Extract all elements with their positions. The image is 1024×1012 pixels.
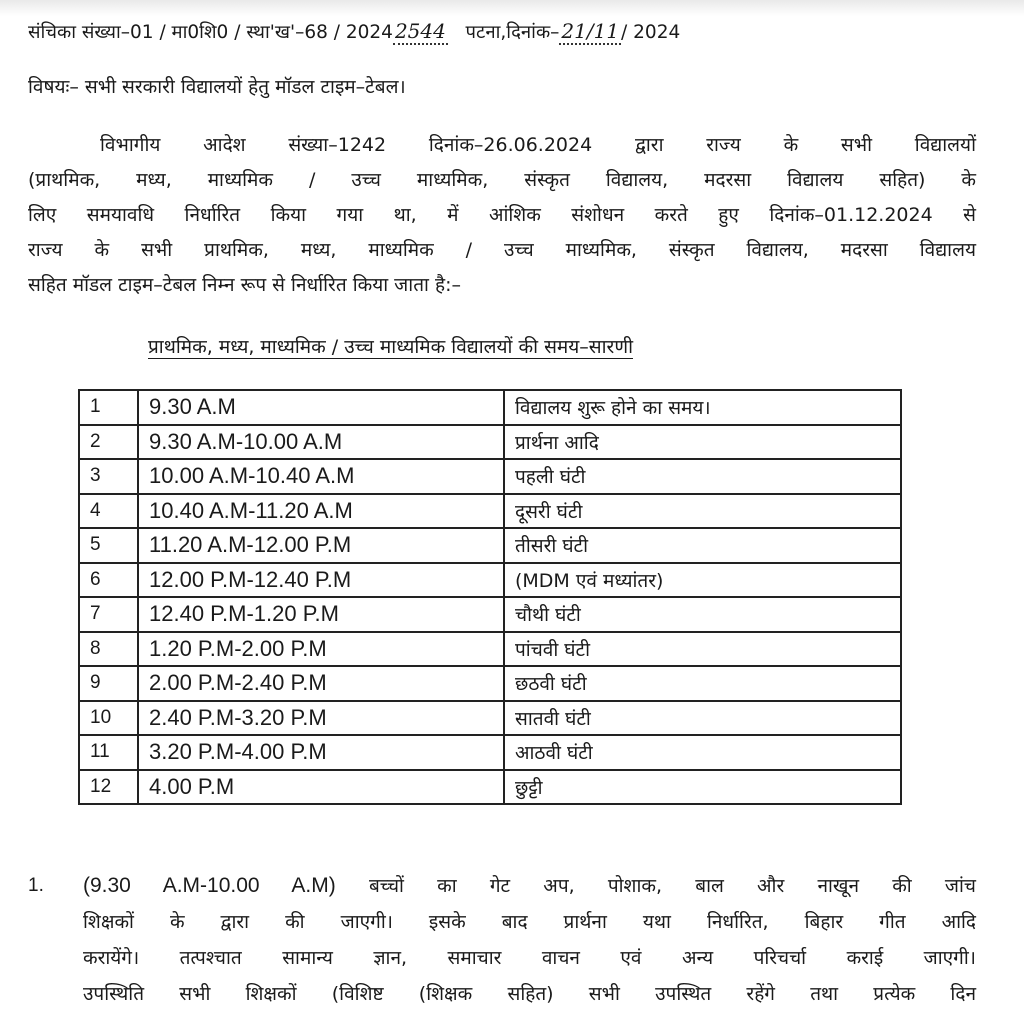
timetable-row bbox=[79, 563, 901, 598]
activity-cell: तीसरी घंटी bbox=[504, 528, 901, 563]
handwritten-date: 21/11 bbox=[561, 19, 620, 43]
note-line-partial: उपस्थिति सभी शिक्षकों (विशिष्ट (शिक्षक सहित) सभी उपस्थित रहेंगे तथा प्रत्येक दिन bbox=[83, 983, 976, 1005]
time-cell: 11.20 A.M-12.00 P.M bbox=[138, 528, 504, 563]
time-cell: 2.40 P.M-3.20 P.M bbox=[138, 701, 504, 736]
time-cell: 1.20 P.M-2.00 P.M bbox=[138, 632, 504, 667]
intro-paragraph bbox=[28, 128, 976, 303]
activity-cell: पांचवी घंटी bbox=[504, 632, 901, 667]
activity-cell: आठवी घंटी bbox=[504, 735, 901, 770]
time-cell: 4.00 P.M bbox=[138, 770, 504, 805]
timetable-row bbox=[79, 735, 901, 770]
note-number: 1. bbox=[28, 875, 44, 896]
time-cell: 12.40 P.M-1.20 P.M bbox=[138, 597, 504, 632]
paragraph-line: विभागीय आदेश संख्या–1242 दिनांक–26.06.2024 द्वारा राज्य के सभी विद्यालयों bbox=[100, 134, 976, 156]
activity-cell: दूसरी घंटी bbox=[504, 494, 901, 529]
paragraph-line: (प्राथमिक, मध्य, माध्यमिक / उच्च माध्यमिक, संस्कृत विद्यालय, मदरसा विद्यालय सहित) के bbox=[28, 169, 976, 191]
activity-cell: पहली घंटी bbox=[504, 459, 901, 494]
activity-cell: प्रार्थना आदि bbox=[504, 425, 901, 460]
serial-number-cell: 8 bbox=[79, 632, 138, 667]
time-cell: 10.40 A.M-11.20 A.M bbox=[138, 494, 504, 529]
timetable-row bbox=[79, 770, 901, 805]
paragraph-line: लिए समयावधि निर्धारित किया गया था, में आंशिक संशोधन करते हुए दिनांक–01.12.2024 से bbox=[28, 204, 976, 226]
serial-number-cell: 5 bbox=[79, 528, 138, 563]
activity-cell: विद्यालय शुरू होने का समय। bbox=[504, 390, 901, 425]
serial-number-cell: 6 bbox=[79, 563, 138, 598]
note-time: (9.30 A.M-10.00 A.M) bbox=[83, 874, 336, 897]
page-top-shade bbox=[0, 0, 1024, 16]
serial-number-cell: 1 bbox=[79, 390, 138, 425]
timetable-row bbox=[79, 528, 901, 563]
note-line: शिक्षकों के द्वारा की जाएगी। इसके बाद प्रार्थना यथा निर्धारित, बिहार गीत आदि bbox=[83, 911, 976, 933]
time-cell: 9.30 A.M-10.00 A.M bbox=[138, 425, 504, 460]
time-cell: 12.00 P.M-12.40 P.M bbox=[138, 563, 504, 598]
activity-cell: सातवी घंटी bbox=[504, 701, 901, 736]
time-cell: 10.00 A.M-10.40 A.M bbox=[138, 459, 504, 494]
time-cell: 2.00 P.M-2.40 P.M bbox=[138, 666, 504, 701]
serial-number-cell: 3 bbox=[79, 459, 138, 494]
activity-cell: छुट्टी bbox=[504, 770, 901, 805]
timetable-row bbox=[79, 597, 901, 632]
activity-cell: (MDM एवं मध्यांतर) bbox=[504, 563, 901, 598]
handwritten-reference: 2544 bbox=[394, 19, 446, 43]
timetable bbox=[78, 389, 902, 805]
timetable-row bbox=[79, 425, 901, 460]
timetable-row bbox=[79, 494, 901, 529]
serial-number-cell: 4 bbox=[79, 494, 138, 529]
serial-number-cell: 2 bbox=[79, 425, 138, 460]
serial-number-cell: 12 bbox=[79, 770, 138, 805]
subject-line: विषयः– सभी सरकारी विद्यालयों हेतु मॉडल टाइम–टेबल। bbox=[28, 76, 406, 98]
serial-number-cell: 11 bbox=[79, 735, 138, 770]
serial-number-cell: 10 bbox=[79, 701, 138, 736]
date-year: / 2024 bbox=[621, 22, 681, 43]
reference-number: संचिका संख्या–01 / मा0शि0 / स्था'ख'–68 / 2024 bbox=[28, 22, 393, 43]
serial-number-cell: 9 bbox=[79, 666, 138, 701]
activity-cell: चौथी घंटी bbox=[504, 597, 901, 632]
note-line: करायेंगे। तत्पश्चात सामान्य ज्ञान, समाचार वाचन एवं अन्य परिचर्चा कराई जाएगी। bbox=[83, 947, 976, 969]
time-cell: 9.30 A.M bbox=[138, 390, 504, 425]
serial-number-cell: 7 bbox=[79, 597, 138, 632]
note-line: (9.30 A.M-10.00 A.M) बच्चों का गेट अप, पोशाक, बाल और नाखून की जांच bbox=[83, 874, 976, 897]
place-date-label: पटना,दिनांक– bbox=[465, 22, 560, 43]
reference-line bbox=[28, 19, 680, 44]
timetable-row bbox=[79, 459, 901, 494]
timetable-row bbox=[79, 390, 901, 425]
timetable-row bbox=[79, 666, 901, 701]
time-cell: 3.20 P.M-4.00 P.M bbox=[138, 735, 504, 770]
activity-cell: छठवी घंटी bbox=[504, 666, 901, 701]
timetable-row bbox=[79, 632, 901, 667]
paragraph-line: राज्य के सभी प्राथमिक, मध्य, माध्यमिक / उच्च माध्यमिक, संस्कृत विद्यालय, मदरसा विद्यालय bbox=[28, 239, 976, 261]
paragraph-line: सहित मॉडल टाइम–टेबल निम्न रूप से निर्धारित किया जाता है:– bbox=[28, 274, 461, 296]
timetable-row bbox=[79, 701, 901, 736]
table-caption: प्राथमिक, मध्य, माध्यमिक / उच्च माध्यमिक विद्यालयों की समय–सारणी bbox=[148, 336, 633, 358]
note-body bbox=[83, 868, 976, 1012]
